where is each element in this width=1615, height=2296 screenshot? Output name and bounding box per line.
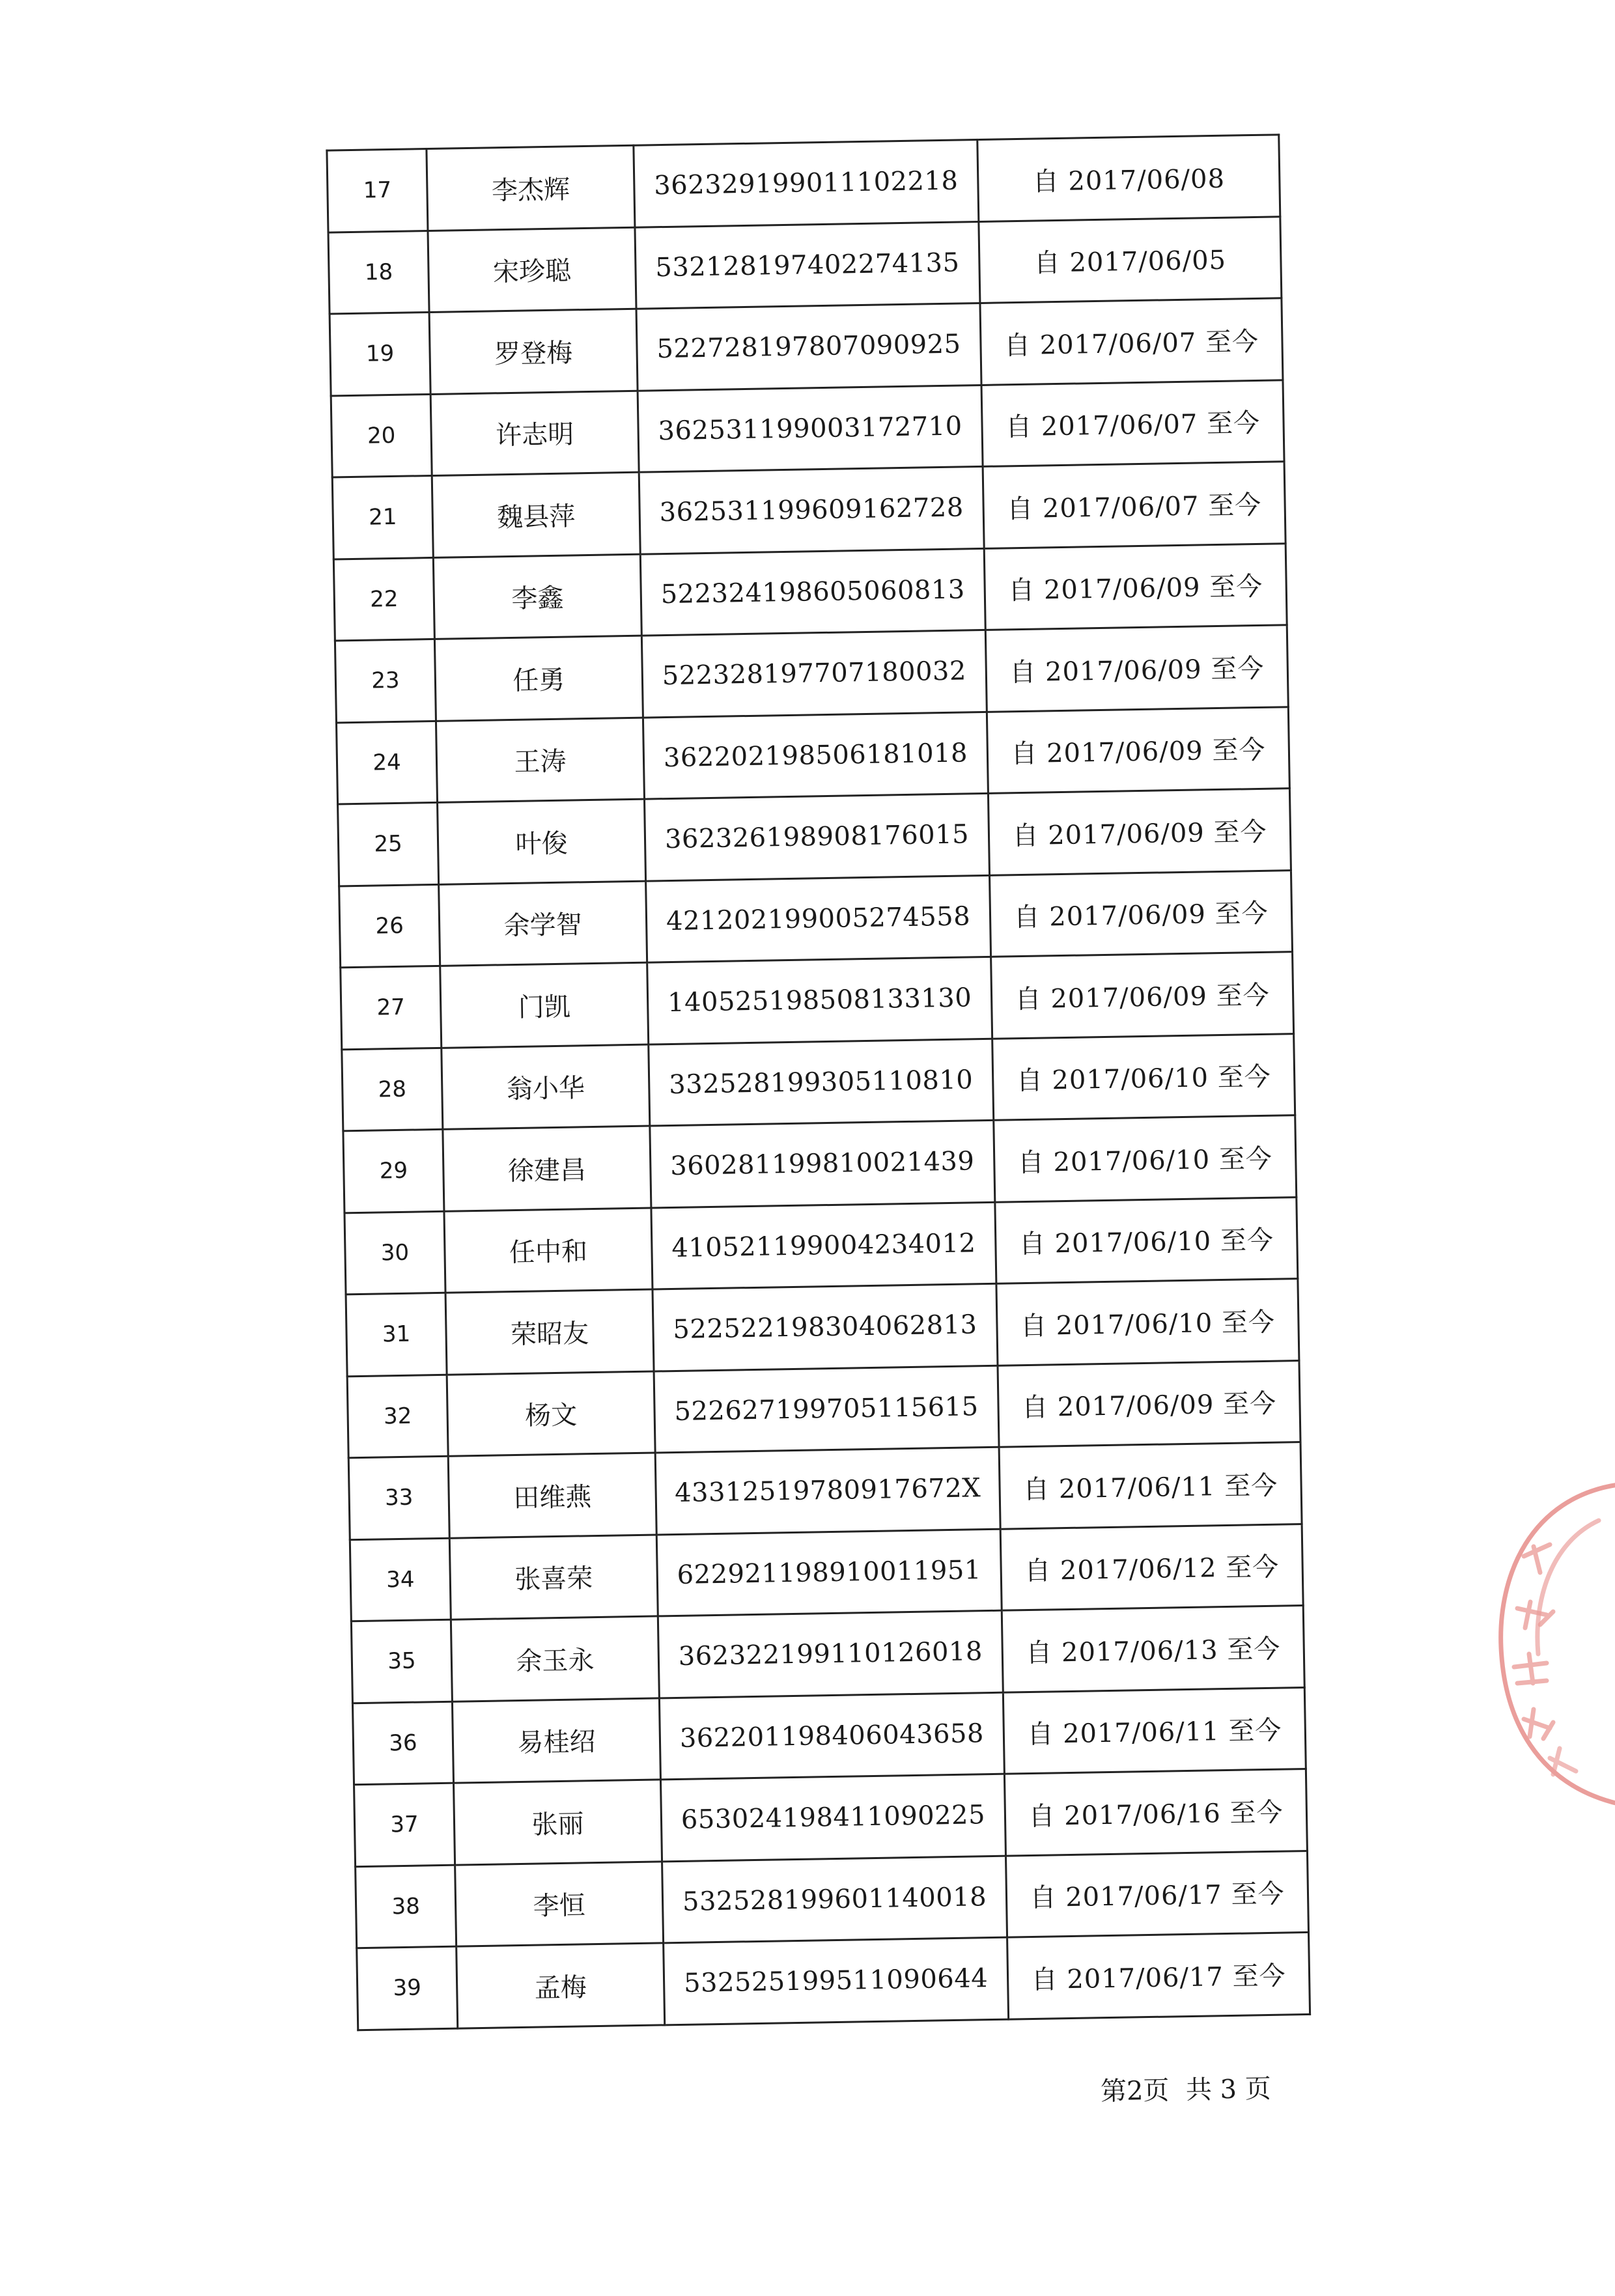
roster-table-body (327, 135, 1310, 2030)
row-number-cell (344, 1211, 445, 1295)
person-name: 魏县萍 (496, 501, 576, 533)
row-number: 29 (379, 1157, 408, 1184)
employment-period: 自 2017/06/09 至今 (1015, 980, 1270, 1015)
person-name-cell (440, 962, 649, 1048)
row-number-cell (343, 1129, 444, 1212)
row-number-cell (338, 802, 439, 886)
row-number-cell (331, 394, 432, 477)
id-number-cell (635, 221, 980, 309)
id-number: 522627199705115615 (674, 1392, 979, 1427)
table-row (347, 1360, 1300, 1458)
id-number: 421202199005274558 (666, 901, 971, 936)
table-row (344, 1197, 1298, 1295)
employment-period-cell (1000, 1524, 1303, 1610)
row-number-cell (348, 1456, 449, 1539)
employment-period: 自 2017/06/16 至今 (1028, 1797, 1284, 1832)
row-number: 26 (375, 912, 404, 940)
person-name-cell (430, 391, 639, 476)
row-number-cell (332, 475, 433, 559)
person-name-cell (439, 881, 647, 966)
table-row (357, 1932, 1310, 2030)
row-number: 31 (382, 1321, 411, 1348)
person-name-cell (442, 1044, 650, 1130)
person-name: 张喜荣 (514, 1563, 593, 1595)
employment-period: 自 2017/06/09 至今 (1009, 653, 1265, 688)
person-name-cell (445, 1289, 654, 1375)
row-number: 28 (378, 1076, 407, 1103)
id-number: 622921198910011951 (677, 1554, 982, 1590)
row-number-cell (342, 1048, 443, 1131)
employment-period-cell (1005, 1851, 1308, 1937)
table-row (331, 380, 1284, 477)
id-number-cell (664, 1937, 1009, 2024)
employment-period: 自 2017/06/13 至今 (1025, 1634, 1281, 1668)
employment-period: 自 2017/06/10 至今 (1020, 1307, 1276, 1341)
id-number: 522324198605060813 (660, 574, 966, 609)
employment-period-cell (1007, 1932, 1310, 2019)
person-name: 孟梅 (534, 1972, 587, 2004)
id-number: 362201198406043658 (679, 1718, 985, 1754)
id-number-cell (649, 1039, 994, 1126)
id-number: 522728197807090925 (656, 329, 961, 365)
employment-period-cell (984, 543, 1287, 630)
id-number: 43312519780917672X (674, 1473, 981, 1509)
id-number-cell (651, 1202, 996, 1289)
row-number: 35 (387, 1647, 416, 1675)
employment-period: 自 2017/06/11 至今 (1022, 1470, 1278, 1505)
employment-period-cell (983, 462, 1285, 548)
row-number-cell (346, 1293, 447, 1376)
employment-period: 自 2017/06/17 至今 (1031, 1961, 1286, 1995)
row-number-cell (339, 884, 440, 968)
employment-period-cell (979, 216, 1282, 303)
person-name-cell (428, 227, 636, 313)
row-number: 24 (372, 749, 401, 776)
person-name-cell (444, 1208, 653, 1293)
employment-period-cell (995, 1197, 1298, 1283)
row-number-cell (351, 1619, 452, 1703)
id-number: 522522198304062813 (673, 1309, 977, 1345)
employment-period: 自 2017/06/10 至今 (1017, 1143, 1273, 1178)
person-name-cell (455, 1861, 664, 1946)
id-number-cell (645, 793, 990, 880)
person-name: 李鑫 (511, 583, 564, 615)
person-name-cell (429, 309, 638, 394)
id-number: 532528199601140018 (682, 1881, 987, 1917)
person-name: 王涛 (514, 746, 567, 778)
row-number: 37 (390, 1811, 419, 1838)
employment-period: 自 2017/06/10 至今 (1016, 1061, 1272, 1097)
person-name-cell (438, 799, 646, 884)
person-name: 荣昭友 (510, 1318, 589, 1350)
page-footer (1100, 2068, 1271, 2108)
employment-period-cell (977, 135, 1280, 221)
row-number-cell (333, 557, 434, 641)
table-row (336, 707, 1289, 804)
person-name-cell (448, 1453, 656, 1538)
red-seal-stamp (1478, 1459, 1615, 1823)
id-number: 532525199511090644 (683, 1963, 989, 1999)
person-name: 易桂绍 (517, 1727, 596, 1759)
id-number: 332528199305110810 (668, 1065, 974, 1100)
id-number-cell (659, 1692, 1004, 1780)
employment-period: 自 2017/06/07 至今 (1006, 490, 1262, 525)
id-number-cell (643, 712, 988, 799)
id-number: 532128197402274135 (655, 247, 960, 283)
row-number-cell (336, 721, 437, 804)
person-name: 杨文 (524, 1400, 578, 1432)
id-number: 362531199609162728 (659, 492, 964, 528)
row-number: 36 (389, 1729, 417, 1757)
table-row (327, 135, 1280, 232)
table-row (342, 1033, 1295, 1131)
employment-period-cell (996, 1279, 1299, 1365)
id-number-cell (660, 1774, 1005, 1861)
person-name-cell (447, 1371, 655, 1457)
id-number: 410521199004234012 (671, 1228, 976, 1263)
row-number-cell (327, 149, 428, 232)
row-number: 21 (368, 504, 397, 531)
table-row (352, 1687, 1306, 1785)
id-number: 522328197707180032 (662, 656, 967, 692)
person-name: 罗登梅 (494, 338, 573, 370)
table-row (333, 543, 1287, 641)
row-number-cell (356, 1865, 456, 1948)
row-number: 27 (376, 994, 406, 1021)
id-number-cell (646, 875, 991, 962)
id-number: 362202198506181018 (663, 738, 968, 773)
row-number-cell (328, 231, 429, 314)
table-row (328, 216, 1282, 314)
row-number: 30 (380, 1239, 410, 1267)
row-number-cell (352, 1701, 453, 1785)
person-name: 余玉永 (516, 1645, 595, 1677)
employment-period-cell (980, 298, 1283, 385)
employment-period-cell (999, 1442, 1302, 1529)
person-name: 任勇 (513, 665, 565, 696)
employment-period-cell (1002, 1606, 1304, 1692)
table-row (339, 870, 1293, 968)
row-number: 34 (386, 1566, 415, 1593)
table-row (350, 1524, 1303, 1621)
row-number: 18 (364, 259, 393, 286)
id-number-cell (650, 1120, 995, 1207)
id-number-cell (639, 466, 984, 553)
id-number-cell (641, 630, 987, 717)
id-number-cell (634, 140, 979, 227)
person-name-cell (434, 636, 643, 721)
id-number: 362326198908176015 (664, 819, 970, 855)
employment-period: 自 2017/06/09 至今 (1013, 899, 1269, 933)
row-number-cell (350, 1538, 451, 1621)
employment-period-cell (987, 707, 1289, 793)
employment-period-cell (990, 870, 1293, 957)
row-number: 22 (369, 585, 399, 613)
id-number-cell (636, 303, 981, 390)
employment-period-cell (998, 1360, 1300, 1447)
row-number: 17 (363, 177, 392, 204)
id-number: 653024198411090225 (681, 1800, 986, 1836)
person-name-cell (432, 472, 640, 557)
employment-period-cell (992, 1033, 1295, 1120)
employment-period: 自 2017/06/09 至今 (1007, 572, 1263, 606)
table-row (338, 789, 1291, 886)
person-name: 李杰辉 (491, 175, 570, 206)
id-number-cell (638, 385, 983, 472)
person-name-cell (449, 1534, 658, 1619)
person-name-cell (436, 718, 644, 803)
employment-period: 自 2017/06/09 至今 (1011, 735, 1266, 770)
employment-period-cell (1003, 1687, 1306, 1774)
person-name: 任中和 (509, 1237, 588, 1268)
employment-period-cell (994, 1115, 1297, 1202)
employment-period: 自 2017/06/17 至今 (1030, 1879, 1285, 1914)
id-number-cell (658, 1610, 1003, 1698)
person-name: 宋珍聪 (492, 256, 572, 288)
row-number: 19 (365, 341, 395, 367)
person-name: 余学智 (503, 910, 583, 942)
table-row (348, 1442, 1302, 1540)
table-row (356, 1851, 1309, 1948)
page-number: 第2页 (1100, 2075, 1170, 2107)
id-number-cell (653, 1283, 998, 1371)
row-number: 25 (374, 831, 403, 858)
person-name-cell (454, 1780, 662, 1865)
table-row (330, 298, 1283, 396)
table-row (343, 1115, 1297, 1213)
person-name-cell (451, 1616, 659, 1701)
employment-period: 自 2017/06/09 至今 (1012, 817, 1267, 852)
person-name: 李恒 (533, 1890, 586, 1922)
person-name-cell (433, 554, 641, 639)
person-name: 张丽 (531, 1809, 584, 1840)
person-name-cell (452, 1698, 660, 1783)
id-number: 362329199011102218 (653, 165, 959, 201)
table-row (351, 1606, 1304, 1703)
employment-period: 自 2017/06/12 至今 (1024, 1552, 1280, 1587)
row-number-cell (341, 966, 442, 1049)
row-number: 23 (371, 667, 400, 694)
row-number: 20 (367, 422, 396, 449)
id-number-cell (654, 1365, 999, 1453)
id-number-cell (656, 1529, 1002, 1616)
row-number-cell (330, 313, 430, 396)
employment-period: 自 2017/06/08 (1032, 163, 1226, 197)
person-name: 许志明 (495, 419, 574, 451)
employment-period-cell (981, 380, 1284, 466)
employment-period-cell (988, 789, 1291, 875)
person-name: 叶俊 (515, 828, 568, 860)
row-number-cell (335, 639, 436, 722)
id-number: 362322199110126018 (678, 1636, 983, 1672)
row-number: 38 (391, 1893, 421, 1920)
id-number-cell (662, 1856, 1007, 1943)
row-number: 39 (393, 1974, 422, 2002)
id-number: 362531199003172710 (658, 411, 962, 446)
employment-period: 自 2017/06/05 (1033, 245, 1227, 279)
page-total: 共 3 页 (1185, 2073, 1272, 2106)
employment-period: 自 2017/06/09 至今 (1021, 1388, 1277, 1423)
id-number: 140525198508133130 (667, 983, 972, 1018)
employment-period: 自 2017/06/07 至今 (1004, 326, 1259, 361)
employment-period-cell (991, 952, 1294, 1039)
row-number-cell (357, 1946, 458, 2030)
table-row (341, 952, 1294, 1050)
person-name: 田维燕 (513, 1481, 592, 1513)
person-name-cell (443, 1126, 651, 1211)
person-name-cell (456, 1943, 665, 2028)
id-number: 360281199810021439 (669, 1146, 975, 1182)
row-number-cell (354, 1783, 455, 1866)
table-row (332, 462, 1285, 559)
table-row (354, 1769, 1308, 1866)
person-name-cell (427, 145, 635, 231)
person-name: 门凯 (518, 992, 571, 1023)
employment-period: 自 2017/06/07 至今 (1005, 408, 1261, 443)
table-row (335, 625, 1288, 723)
employment-period-cell (1004, 1769, 1307, 1855)
id-number-cell (655, 1447, 1000, 1534)
roster-table (326, 133, 1311, 2030)
employment-period: 自 2017/06/11 至今 (1027, 1715, 1282, 1750)
person-name: 徐建昌 (507, 1155, 587, 1186)
employment-period: 自 2017/06/10 至今 (1018, 1225, 1274, 1260)
table-row (346, 1279, 1299, 1377)
row-number: 33 (384, 1484, 414, 1511)
row-number: 32 (383, 1403, 412, 1430)
person-name: 翁小华 (506, 1073, 585, 1105)
id-number-cell (647, 957, 992, 1044)
employment-period-cell (985, 625, 1288, 712)
id-number-cell (640, 548, 985, 636)
row-number-cell (347, 1375, 448, 1458)
